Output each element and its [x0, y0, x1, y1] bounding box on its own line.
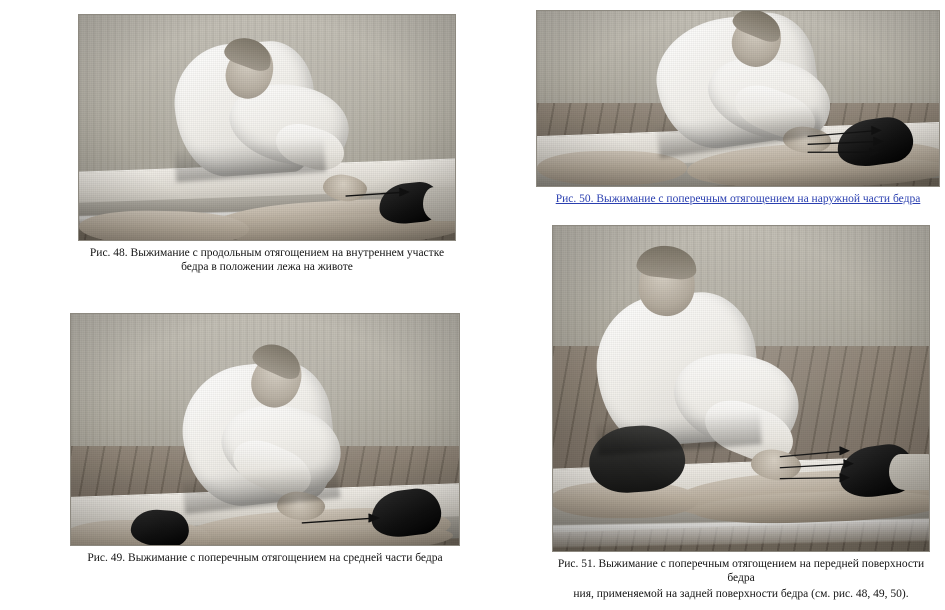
- photo-scene: [71, 314, 459, 545]
- figure-48-photo: [78, 14, 456, 241]
- figure-50: [536, 10, 940, 206]
- figure-50-caption[interactable]: Рис. 50. Выжимание с поперечным отягощением на наружной части бедра: [555, 193, 921, 205]
- figure-51-caption-line2: ния, применяемой на задней поверхности бедра (см. рис. 48, 49, 50).: [573, 588, 909, 600]
- client-torso: [889, 454, 930, 490]
- figure-49: [70, 313, 460, 565]
- client-shorts-secondary: [130, 508, 190, 546]
- client-torso: [423, 187, 456, 221]
- figure-48-caption: Рис. 48. Выжимание с продольным отягощением на внутреннем участке бедра в положении лежа на животе: [89, 247, 445, 273]
- figure-51: [552, 225, 930, 601]
- figure-48: [78, 14, 456, 274]
- photo-scene: [79, 15, 455, 240]
- photo-scene: [537, 11, 939, 186]
- photo-scene: [553, 226, 929, 551]
- figure-51-photo: [552, 225, 930, 552]
- figure-51-caption: Рис. 51. Выжимание с поперечным отягощением на передней поверхности бедра: [557, 558, 925, 584]
- figure-49-photo: [70, 313, 460, 546]
- figure-50-photo: [536, 10, 940, 187]
- figure-49-caption: Рис. 49. Выжимание с поперечным отягощением на средней части бедра: [87, 552, 443, 564]
